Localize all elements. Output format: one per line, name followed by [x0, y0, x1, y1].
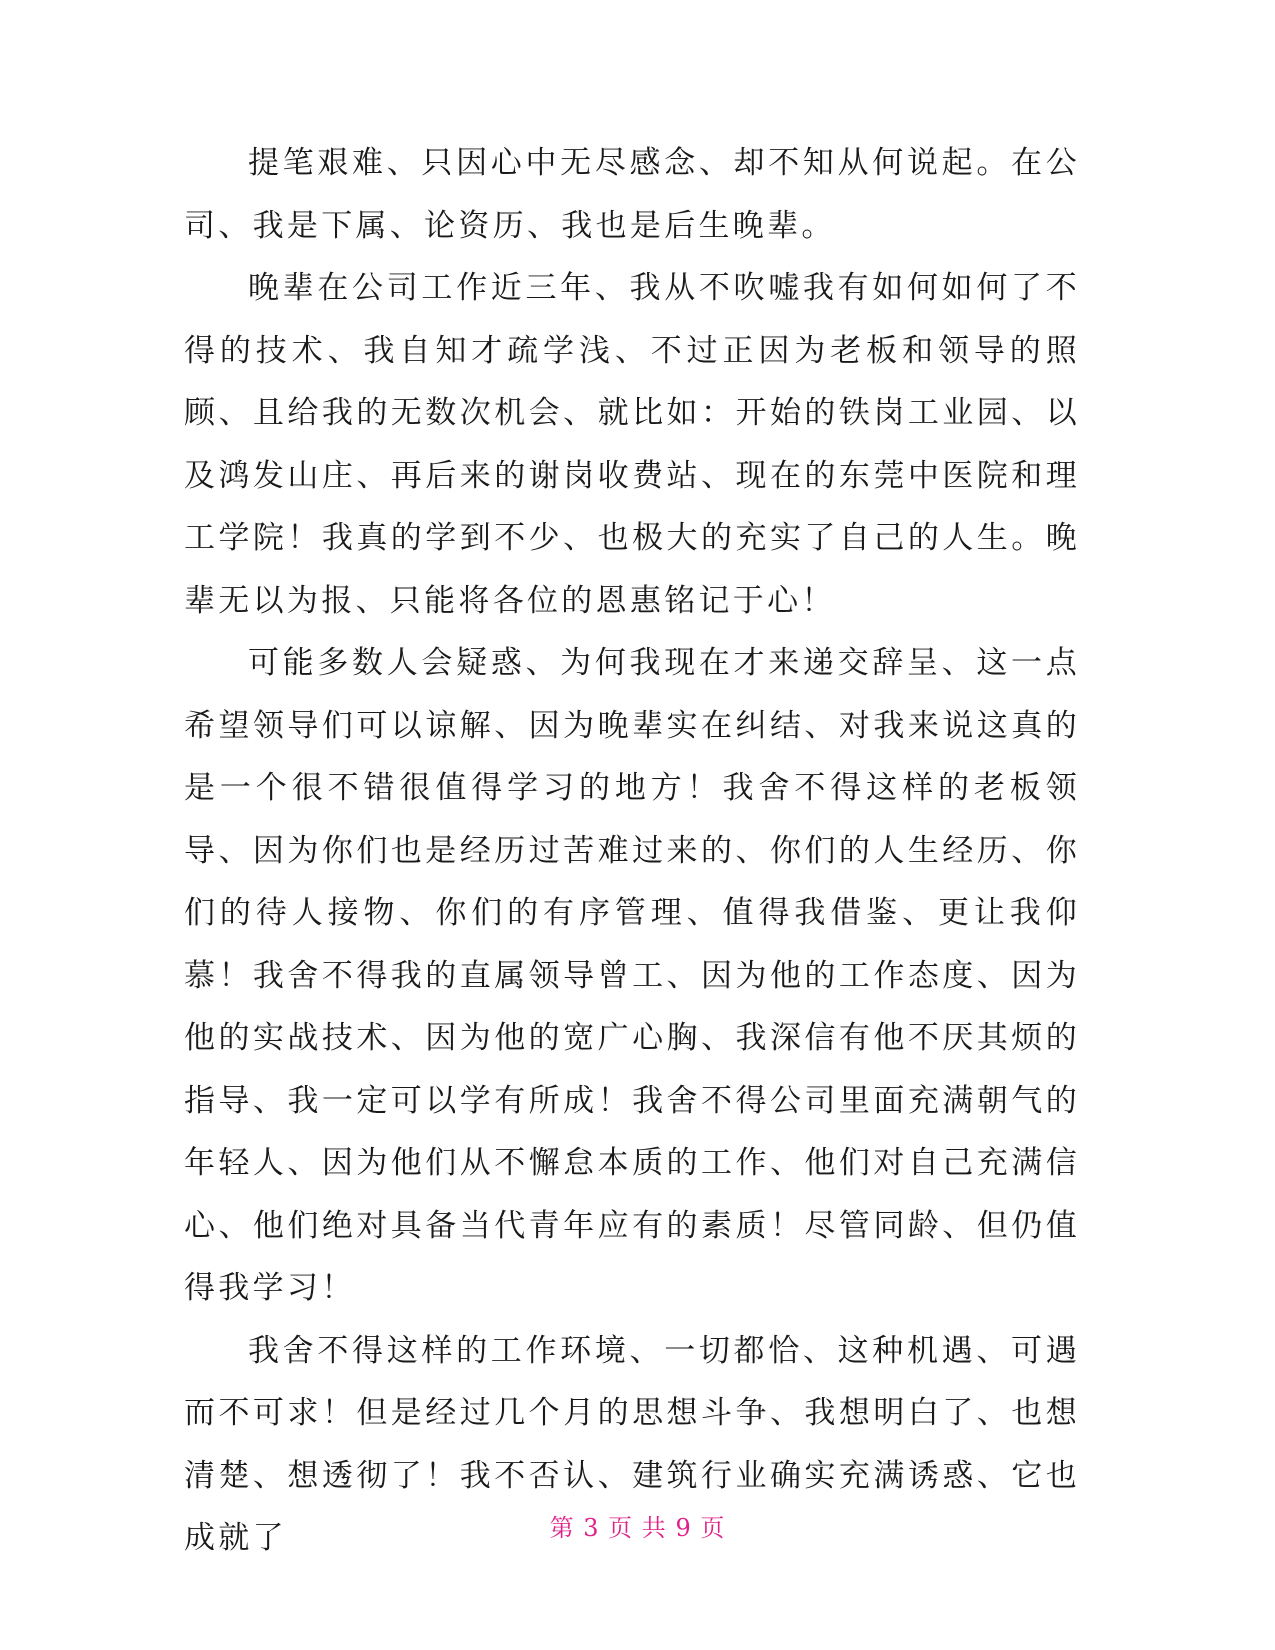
- paragraph-2: 晚辈在公司工作近三年、我从不吹嘘我有如何如何了不得的技术、我自知才疏学浅、不过正因为老板和领导的照顾、且给我的无数次机会、就比如：开始的铁岗工业园、以及鸿发山庄、再后来的谢岗收费站、现在的东莞中医院和理工学院！我真的学到不少、也极大的充实了自己的人生。晚辈无以为报、只能将各位的恩惠铭记于心！: [184, 270, 1080, 619]
- footer-suffix: 页: [700, 1514, 726, 1542]
- paragraph-1: 提笔艰难、只因心中无尽感念、却不知从何说起。在公司、我是下属、论资历、我也是后生晚辈。: [184, 145, 1080, 244]
- footer-prefix: 第: [549, 1514, 575, 1542]
- paragraph-3: 可能多数人会疑惑、为何我现在才来递交辞呈、这一点希望领导们可以谅解、因为晚辈实在纠结、对我来说这真的是一个很不错很值得学习的地方！我舍不得这样的老板领导、因为你们也是经历过苦难过来的、你们的人生经历、你们的待人接物、你们的有序管理、值得我借鉴、更让我仰慕！我舍不得我的直属领导曾工、因为他的工作态度、因为他的实战技术、因为他的宽广心胸、我深信有他不厌其烦的指导、我一定可以学有所成！我舍不得公司里面充满朝气的年轻人、因为他们从不懈怠本质的工作、他们对自己充满信心、他们绝对具备当代青年应有的素质！尽管同龄、但仍值得我学习！: [184, 645, 1080, 1306]
- current-page-number: 3: [583, 1514, 600, 1542]
- page-footer: [0, 1513, 1275, 1543]
- document-body: [184, 132, 1080, 1570]
- total-page-count: 9: [675, 1514, 692, 1542]
- footer-middle: 页 共: [608, 1514, 667, 1542]
- paragraph-4: 我舍不得这样的工作环境、一切都恰、这种机遇、可遇而不可求！但是经过几个月的思想斗争、我想明白了、也想清楚、想透彻了！我不否认、建筑行业确实充满诱惑、它也成就了: [184, 1332, 1080, 1556]
